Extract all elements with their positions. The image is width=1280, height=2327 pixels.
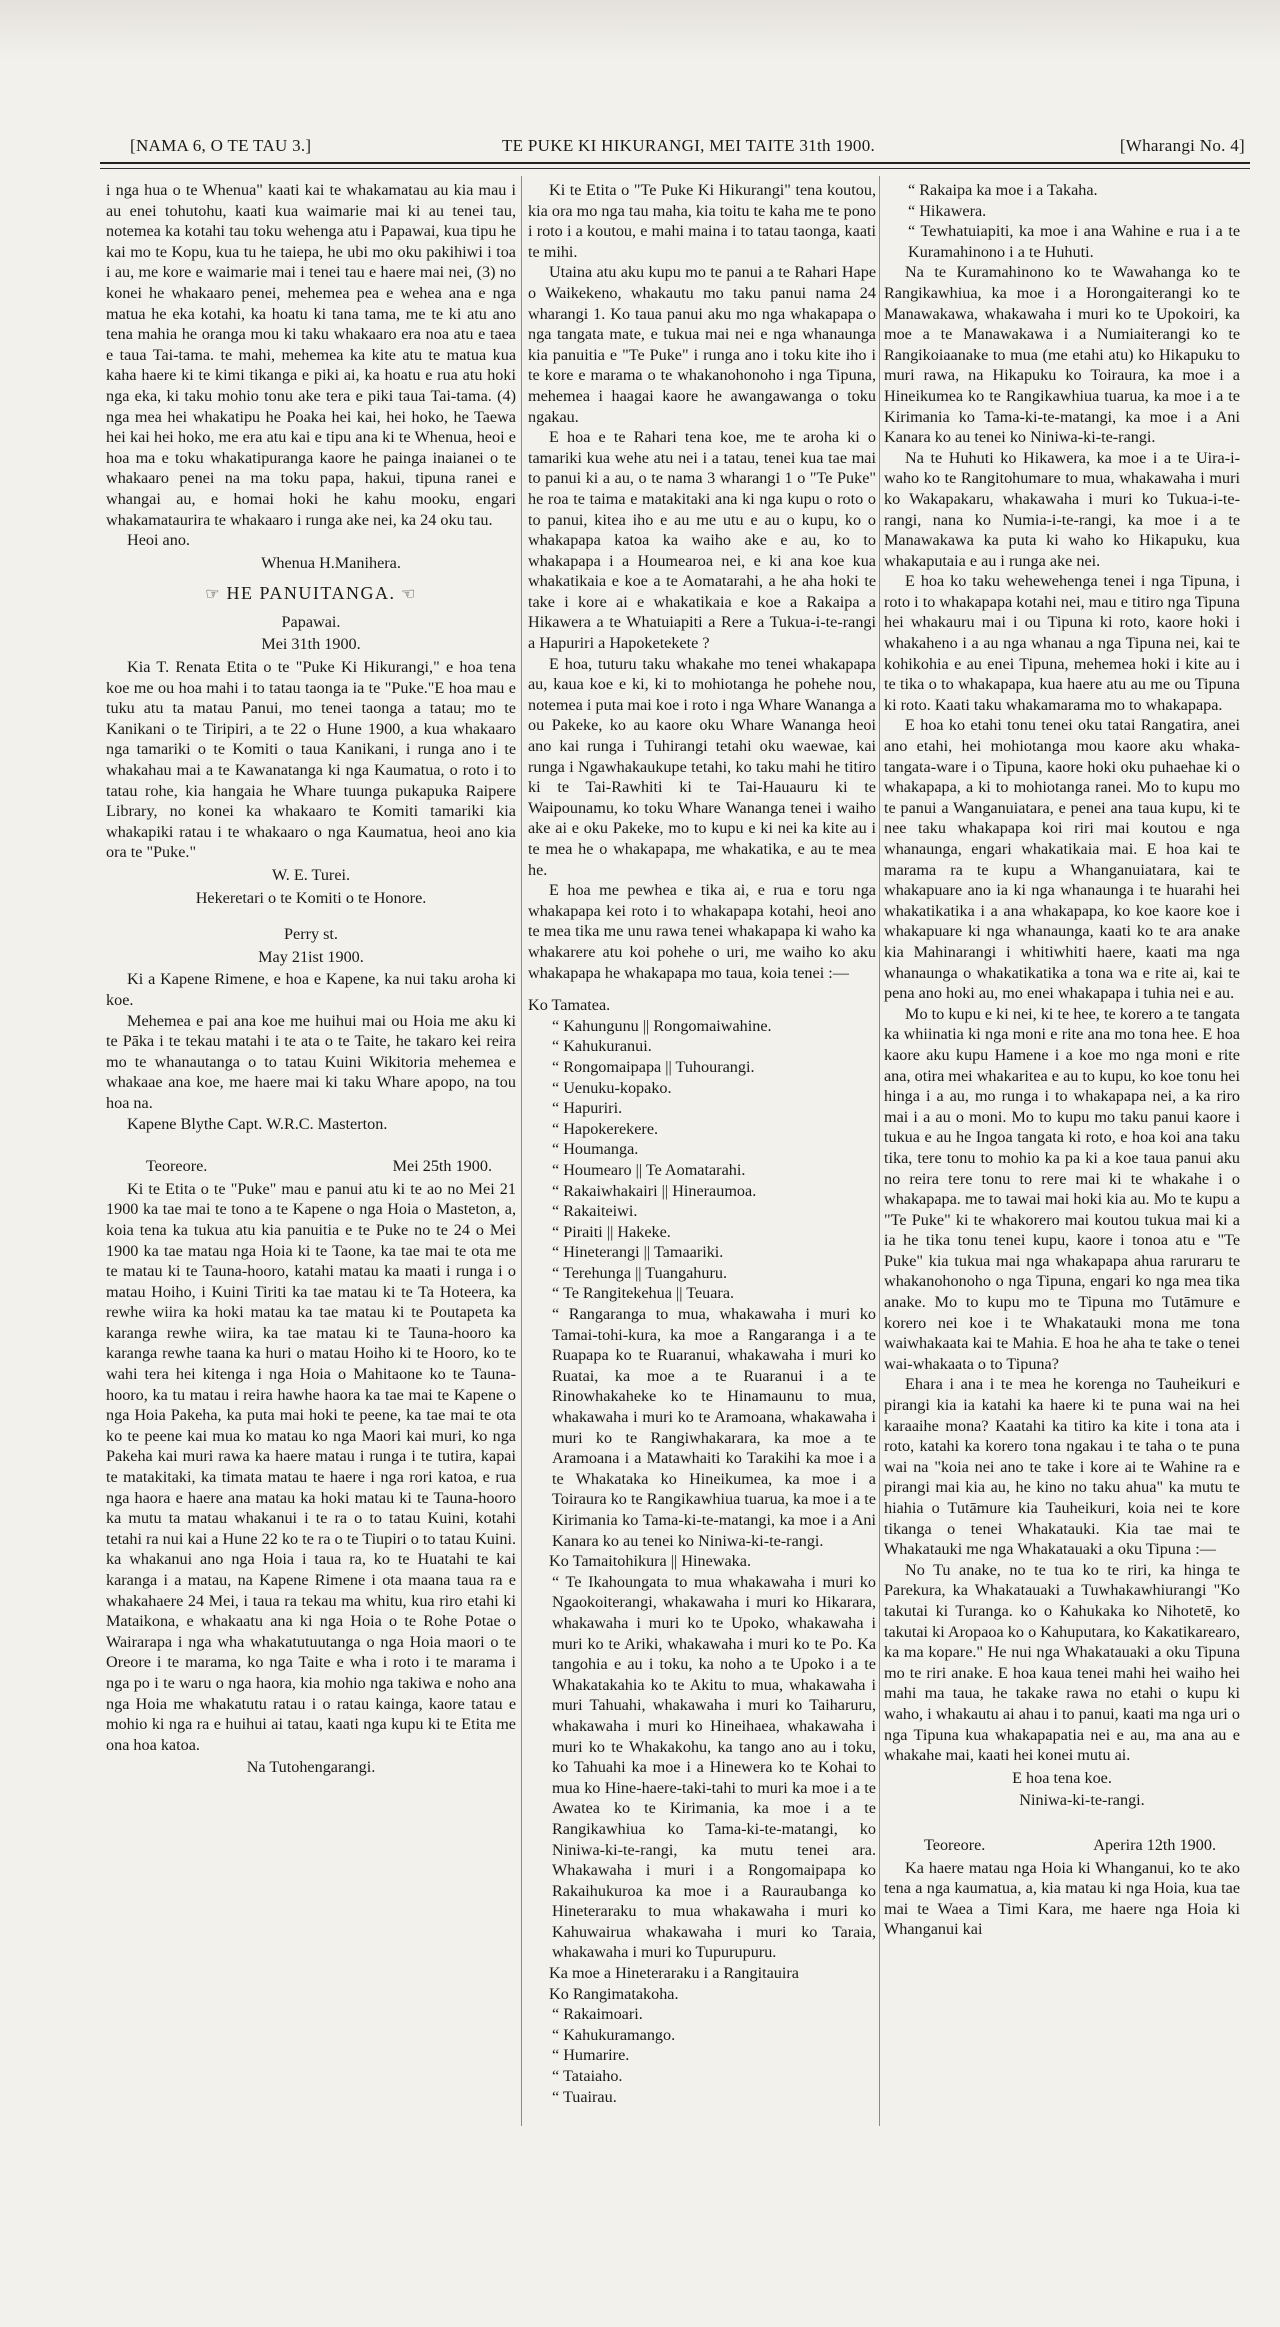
- issue-number: [NAMA 6, O TE TAU 3.]: [130, 136, 312, 155]
- newspaper-title-date: TE PUKE KI HIKURANGI, MEI TAITE 31th 1900.: [502, 136, 876, 155]
- pointing-hand-icon: ☜: [395, 586, 417, 604]
- paragraph: E hoa ko etahi tonu tenei oku tatai Rangatira, anei ano etahi, hei mohiotanga mou kaore aku whaka-tangata-ware i o Tipuna, kaore hoki oku puhaehae ki o whakapapa, a ki to mohiotanga ranei. Mo to kupu mo te panui a Wanganuiatara, e penei ana taua kupu, ki te nee taku whakapapa koi riri mai koutou e nga whanaunga, engari whakatikaia mai. E hoa kai te marama ra te kupu a Whanganuiatara, kai te whakapuare ano ia ki nga whanaunga i te huarahi hei whakatikatika i a ana whakapapa, ko koe kaore koe i whakapuare ki nga whanaunga, kaati ko te ara anake kia Mahinarangi i whitiwhiti haere, kaati ma nga whanaunga o whakatikatika a tona wa e rite ai, kai te pena ano hoki au, mo enei whakapapa i tuhia nei e au.: [884, 716, 1240, 1003]
- paragraph: Ki te Etita o te "Puke" mau e panui atu ki te ao no Mei 21 1900 ka tae mai te tono a te Kapene o nga Hoia o Masteton, a, koia tena ka tukua atu kia panuitia e te Puke no te 24 o Mei 1900 ka tae matau nga Hoia ki te Taone, ka tae mai te ota me te matau ki te Tauna-hooro, katahi matau ka maati i runga i o matau Hoiho, i Kuini Tiriti ka tae matau ki te Ta Hoteera, ka rewhe wiira ka hoki matau ka tae matau ki te Poutapeta ka karanga rewhe wiira, ka tae matau ki te Tauna-hooro ka karanga rewhe taana ka huri o matau Hoiho ki te Hooro, ko te wahi tera hei kitenga i nga Hoia o Mahitaone ko te Tauna-hooro, ka tu matau i reira hawhe haora ka tae mai te Kapene o nga Hoia Pakeha, ka puta mai hoki te peene, ka tae mai te ota ko te peene kai mua ko matau ko nga Maori kai muri, ko nga Pakeha kai muri rawa ka haere matau i runga i te tutira, kapai te matakitaki, ka timata matau te haere i nga rori katoa, e rua nga haora e haere ana matau ka hoki matau ki te Tauna-hooro ka mutu ta matau whakanui i te ra o to tatau Kuini, kotahi tetahi ra nui kai a Hune 22 ko te ra o te Tiupiri o to tatau Kuini. ka whakanui ano nga Hoia i taua ra, ko te Huatahi te kai karanga i a matau, na Kapene Rimene i ota maana taua ra e whakahaere 24 Mei, i taua ra tekau ma whitu, kua riro etahi ki Mataikona, e whakaatu ana ki nga Hoia o te Rohe Potae o Wairarapa i nga wha whakatutuutanga o nga Hoia maori o te Oreore i te marama, ko nga Taite e wha i roto i te marama i nga po i te waru o nga haora, kia mohio nga takiwa e noho ana nga Hoia me whakatutu ratau i o ratau kainga, kaore tatau e mohio ki nga ra e huihui ai tatau, kaati nga kupu ki te Etita me ona hoa katoa.: [106, 1179, 516, 1754]
- paragraph: Ko Tamaitohikura || Hinewaka.: [549, 1552, 751, 1571]
- genealogy-line: “ Rakaimoari.: [552, 2005, 643, 2024]
- masthead-rule: [100, 162, 1250, 164]
- genealogy-line: “ Rangaranga to mua, whakawaha i muri ko Tamai-tohi-kura, ka moe a Rangaranga i a te Ruapapa ko te Ruaranui, whakawaha i muri ko Ruatai, ka moe a te Ruaranui i a te Rinowhakaheke ko te Hinamaunu to mua, whakawaha i muri ko te Aramoana, whakawaha i muri ko te Rangiwhakarara, ka moe a te Aramoana i a Matawhaiti ko Tarakihi ka moe i a te Whakataka ko Hineikumea, ka moe i a Toiraura ko te Rangikawhiua tuarua, ka moe i a te Kirimania ko Tama-ki-te-matangi, ka moe i a Ani Kanara ko au tenei ko Niniwa-ki-te-rangi.: [552, 1305, 876, 1550]
- genealogy-line: “ Houmanga.: [552, 1140, 639, 1159]
- paragraph: Ehara i ana i te mea he korenga no Tauheikuri e pirangi kia ia katahi ka haere ki te puna wai na hei karaaihe mona? Kaatahi ka titiro ka kite i tona ata i roto, katahi ka korero tona ngakau i te taha o te puna wai na "koia nei ano te take i kore ai te Wahine ra e pirangi mai kia au, he kino no taku ahua" ka mutu te hiahia o Tutāmure kia Tauheikuri, koia nei te kore tikanga o tenei Whakatauki. Kia tae mai te Whakatauki me nga Whakatauaki a oku Tipuna :—: [884, 1375, 1240, 1559]
- centered-line: Hekeretari o te Komiti o te Honore.: [195, 888, 427, 907]
- genealogy-line: “ Tataiaho.: [552, 2067, 623, 2086]
- centered-line: Mei 31th 1900.: [261, 635, 361, 654]
- genealogy-line: “ Hapokerekere.: [552, 1119, 659, 1138]
- genealogy-line: “ Humarire.: [552, 2046, 630, 2065]
- paragraph: E hoa, tuturu taku whakahe mo tenei whakapapa au, kaua koe e ki, ki to mohiotanga he pohehe nou, notemea i puta mai koe i roto i nga Whare Wananga a ou Pakeke, ko au kaore oku Whare Wananga heoi ano kai runga i Tuhirangi tetahi oku waewae, kai runga i Ngawhakaukupe tetahi, ko taku mahi he titiro ki te Tai-Rawhiti ki te Tai-Hauauru ki te Waipounamu, ko toku Whare Wananga tenei i waiho ake ai e oku Pakeke, mo to kupu e ki nei ka kite au i te mea he o whakapapa, me whakatika, e au te mea he.: [528, 654, 876, 879]
- paragraph: Ko Tamatea.: [528, 996, 611, 1015]
- column-divider: [879, 176, 880, 2126]
- paragraph: E hoa me pewhea e tika ai, e rua e toru nga whakapapa kei roto i to whakapapa kotahi, heoi ano te mea tika me unu rawa tenei whakapapa ki waho ka whakarere atu koi pohehe o uri, me waiho ko aku whakapapa he whakapapa mo taua, koia tenei :—: [528, 881, 876, 982]
- paragraph: E hoa ko taku wehewehenga tenei i nga Tipuna, i roto i to whakapapa kotahi nei, mau e titiro nga Tipuna hei whakauru mai i ou Tipuna ki roto, kaore hoki i whakaheno i a au nga whanau a nga Tipuna nei, kai te kohikohia e au enei Tipuna, mehemea hoki i kite au i te tika o to whakapapa, kua haere atu au me ou Tipuna ki roto. Kaati taku whakamarama mo to whakapapa.: [884, 572, 1240, 714]
- column-1: [106, 180, 516, 1780]
- genealogy-line: “ Rakaiteiwi.: [552, 1202, 638, 1221]
- paragraph: Ko Rangimatakoha.: [549, 1984, 679, 2003]
- genealogy-line: “ Hikawera.: [908, 201, 987, 220]
- genealogy-line: “ Kahukuranui.: [552, 1037, 652, 1056]
- signature: Whenua H.Manihera.: [261, 553, 401, 572]
- paragraph: No Tu anake, no te tua ko te riri, ka hinga te Parekura, ka Whakatauaki a Tuwhakawhiurangi "Ko takutai ki Turanga. ko o Kahukaka ko Nihotetē, ko takutai ki Aropaoa ko o Kahuputara, ko Kakatikarearo, ka ma kopare." He nui nga Whakatauaki a oku Tipuna mo te riri anake. E hoa kaua tenei mahi hei waiho hei mahi ma taua, he takake rawa no etahi o kupu ki waho, i whakautu ai ahau i to panui, kaati ma nga uri o nga Tipuna kua whakapapatia nei e au, ma ana au e whakahe mai, kaati hei konei mutu ai.: [884, 1560, 1240, 1765]
- paragraph: Kapene Blythe Capt. W.R.C. Masterton.: [127, 1114, 388, 1133]
- genealogy-line: “ Te Rangitekehua || Teuara.: [552, 1284, 735, 1303]
- paragraph: Ki a Kapene Rimene, e hoa e Kapene, ka nui taku aroha ki koe.: [106, 970, 516, 1009]
- genealogy-line: “ Tuairau.: [552, 2087, 617, 2106]
- masthead: [130, 136, 1245, 160]
- genealogy-line: “ Piraiti || Hakeke.: [552, 1222, 671, 1241]
- heading-text: HE PANUITANGA.: [226, 583, 396, 604]
- signature: Niniwa-ki-te-rangi.: [1019, 1791, 1145, 1810]
- genealogy-line: “ Rakaipa ka moe i a Takaha.: [908, 181, 1098, 199]
- genealogy-line: “ Kahukuramango.: [552, 2025, 676, 2044]
- genealogy-line: “ Uenuku-kopako.: [552, 1078, 672, 1097]
- centered-line: E hoa tena koe.: [1012, 1768, 1112, 1787]
- genealogy-line: “ Rakaiwhakairi || Hineraumoa.: [552, 1181, 757, 1200]
- section-heading: [106, 583, 516, 606]
- genealogy-line: “ Houmearo || Te Aomatarahi.: [552, 1160, 746, 1179]
- paragraph: Na te Huhuti ko Hikawera, ka moe i a te Uira-i-waho ko te Rangitohumare to mua, whakawaha i muri ko Wakapakaru, whakawaha i muri ko Tukua-i-te-rangi, nana ko Numia-i-te-rangi, ka moe i a te Manawakawa ka puta ki waho ko Hikapuku, kua whakaputaia e au i runga ake nei.: [884, 448, 1240, 570]
- genealogy-line: “ Hineterangi || Tamaariki.: [552, 1243, 724, 1262]
- genealogy-line: “ Hapuriri.: [552, 1099, 623, 1118]
- date: Aperira 12th 1900.: [1093, 1835, 1216, 1854]
- paragraph: Heoi ano.: [127, 531, 190, 550]
- dateline: [106, 1156, 516, 1177]
- paragraph: Mo to kupu e ki nei, ki te hee, te korero a te tangata ka whiinatia ki nga moni e rite ana mo tona hee. E hoa kaore aku kupu Hamene i a koe mo nga moni e rite ana, otira mei whakaritea e au to kupu, ko koe tonu hei hinga i a au, mo runga i to whakapapa nei, a ka riro mai i a au o moni. Mo to kupu mo taku panui kaore i tukua e au he Ingoa tangata ki roto, e hoa koi ana taku tika, tere tonu to mohio ka pa ki a koe taua panui aku no reira tere tonu to rere mai ki te whakahe i o whakapapa. me to tawai mai hoki kia au. Mo te kupu a "Te Puke" ki te whakorero mai koutou tukua mai ki a ia he tika tonu tenei kupu, kaore i tonoa atu e "Te Puke" kia tukua mai nga whakapapa ahua raruraru te whakanohonoho o nga Tipuna, engari ko nga mea tika anake. Mo to kupu mo te Tipuna mo Tutāmure e korero nei koe i te Whakatauki mona me tona waiwhakaata kai te Mahia. E hoa he aha te take o tenei wai-whakaata o to Tipuna?: [884, 1004, 1240, 1373]
- paragraph: Mehemea e pai ana koe me huihui mai ou Hoia me aku ki te Pāka i te tekau matahi i te ata o te Taite, he takaro kei reira mo te whanautanga o to tatau Kuini Wikitoria mehemea e whakaae ana koe, me haere mai ki taku Whare apopo, na tou hoa na.: [106, 1011, 516, 1112]
- paragraph: Ka haere matau nga Hoia ki Whanganui, ko te ako tena a nga kaumatua, a, kia matau ki nga Hoia, kua tae mai te Waea a Timi Kara, me haere nga Hoia ki Whanganui kai: [884, 1858, 1240, 1939]
- column-3: [884, 180, 1240, 1940]
- pointing-hand-icon: ☞: [205, 586, 227, 604]
- genealogy-line: “ Te Ikahoungata to mua whakawaha i muri ko Ngaokoiterangi, whakawaha i muri ko Hikarara, whakawaha i muri ko te Upoko, whakawaha i muri ko te Ariki, whakawaha i muri ko te Po. Ka tangohia e au i toku, ka noho a te Upoko i a te Whakatakahia ko te Akitu to mua, whakawaha i muri Tahuahi, whakawaha i muri ko Taiharuru, whakawaha i muri ko Hineihaea, whakawaha i muri ko te Whakakohu, ka tango ano au i toku, ko Tahuahi ka moe i a Hinewera ko te Kohai to mua ko Hine-haere-taki-tahi to muri ka moe i a te Awatea ko te Kirimania, ka moe i a te Rangikawhiua ko Tama-ki-te-matangi, ko Niniwa-ki-te-rangi, ka mutu tenei ara. Whakawaha i muri i a Rongomaipapa ko Rakaihukuroa ka moe i a Rauraubanga ko Hineteraraku to mua whakawaha i muri ko Kahuwairua whakawaha i muri ko Taraia, whakawaha i muri ko Tupurupuru.: [552, 1572, 876, 1962]
- genealogy-line: “ Kahungunu || Rongomaiwahine.: [552, 1016, 772, 1035]
- centered-line: Papawai.: [281, 612, 341, 631]
- column-divider: [521, 176, 522, 2126]
- paragraph: E hoa e te Rahari tena koe, me te aroha ki o tamariki kua wehe atu nei i a tatau, tenei kua tae mai to panui ki a au, o te nama 3 wharangi 1 o "Te Puke" he roa te taima e matakitaki ana ki nga kupu o roto o to panui, kitea iho e au me utu e au o kupu, ko o whakapapa katoa ka waiho ake e au, ko to whakapapa i a Houmearoa nei, e ki ana koe kua whakatikaia e koe a te Aomatarahi, a he aha hoki te take i kore ai e whakatikaia e koe a Rakaipa a Hikawera a te Whatuiapiti a Rere a Tukua-i-te-rangi a Hapuriri a Hapoketekete ?: [528, 428, 876, 653]
- paragraph: i nga hua o te Whenua" kaati kai te whakamatau au kia mau i au enei tohutohu, kaati kua waimarie mai ki au tenei tau, notemea ka kotahi tau toku wehenga atu i Papawai, kua tipu he kai mo te Kopu, kua tu he taiepa, he ubi mo oku pakihiwi i toa i au, me kore e waimarie mai i tenei tau e haere mai nei, (3) no konei he whakaaro penei, mehemea pea e wehea ana e nga matua he eka kotahi, ka hoatu ki tana tama, me te ki atu ano tena mahia he oranga mou ki taku whakaaro era noa atu e taea e taua Tai-tama. te mahi, mehemea ka kite atu te matua kua kaha haere ki te kimi tikanga e piki ai, ka hoatu e rua atu hoki nga eka, ki taku mohio tonu ake tera e piki taua Tai-tama. (4) nga mea hei whakatipu he Poaka hei kai, hei hoko, he Taewa hei kai hei hoko, me era atu kai e tipu ana ki te Whenua, heoi e hoa ma e toku whakatipuranga kaore he painga inaianei o te whakaaro penei na ma toku papa, hakui, tipuna ranei e whangai au, e homai hoki he kahu mooku, engari whakamataurira te whakaaro i runga ake nei, ka 24 oku tau.: [106, 181, 516, 529]
- paragraph: Utaina atu aku kupu mo te panui a te Rahari Hape o Waikekeno, whakautu mo taku panui nama 24 wharangi 1. Ko taua panui aku mo nga whakapapa o nga tangata mate, e tukua mai nei e nga whanaunga kia panuitia e "Te Puke" i runga ano i toku kite iho i te kore e marama o te whakanohonoho i nga Tipuna, mehemea i haagai kaore he awangawanga o toku ngakau.: [528, 263, 876, 426]
- paragraph: Ki te Etita o "Te Puke Ki Hikurangi" tena koutou, kia ora mo nga tau maha, kia toitu te kaha me te pono i roto i a koutou, e mahi maina i to tatau taonga, kaati te mihi.: [528, 181, 876, 261]
- place-name: Teoreore.: [146, 1157, 208, 1176]
- spacer: [106, 1134, 516, 1146]
- genealogy-line: “ Tewhatuiapiti, ka moe i ana Wahine e rua i a te Kuramahinono i a te Huhuti.: [908, 222, 1240, 261]
- dateline: [884, 1835, 1240, 1856]
- centered-line: W. E. Turei.: [271, 866, 351, 884]
- centered-line: May 21ist 1900.: [258, 947, 364, 966]
- spacer: [528, 983, 876, 995]
- paragraph: Ka moe a Hineteraraku i a Rangitauira: [549, 1964, 799, 1983]
- centered-line: Na Tutohengarangi.: [246, 1758, 376, 1777]
- column-2: [528, 180, 876, 2107]
- place-name: Teoreore.: [924, 1835, 986, 1854]
- date: Mei 25th 1900.: [392, 1157, 492, 1176]
- page-number: [Wharangi No. 4]: [1119, 136, 1245, 155]
- page-edge-shading: [0, 0, 1280, 60]
- spacer: [884, 1813, 1240, 1825]
- genealogy-line: “ Rongomaipapa || Tuhourangi.: [552, 1057, 755, 1076]
- genealogy-line: “ Terehunga || Tuangahuru.: [552, 1263, 727, 1282]
- centered-line: Perry st.: [284, 925, 338, 944]
- paragraph: Kia T. Renata Etita o te "Puke Ki Hikurangi," e hoa tena koe me ou hoa mahi i to tatau taonga ia te "Puke."E hoa mau e tuku atu ta matau Panui, mo tenei taonga a tatau; mo te Kanikani o te Tiripiri, a te 22 o Hune 1900, a kua whakaaro nga tamariki o te Komiti o taua Kanikani, i runga ano i te whakahau mai a te Kawanatanga ki nga Kaumatua, o roto i to tatau rohe, kia hangaia he Whare tuunga pukapuka Raipere Library, no konei ka whakaaro te Komiti tamariki kia whakapiki ratau i te whakaaro o nga Kaumatua, heoi ano kia ora te "Puke.": [106, 658, 516, 862]
- paragraph: Na te Kuramahinono ko te Wawahanga ko te Rangikawhiua, ka moe i a Horongaiterangi ko te Manawakawa, whakawaha i muri ko te Upokoiri, ka moe a te Manawakawa i a Numiaiterangi ko te Rangikoiaanake to mua (me etahi atu) ko Hikapuku to muri rawa, na Hikapuku ko Toiraura, ka moe i a Hineikumea ko te Rangikawhiua tuarua, ka moe i a te Kirimania ko Tama-ki-te-matangi, ka moe i a Ani Kanara ko au tenei ko Niniwa-ki-te-rangi.: [884, 263, 1240, 447]
- spacer: [106, 910, 516, 922]
- masthead-rule-thin: [100, 168, 1250, 169]
